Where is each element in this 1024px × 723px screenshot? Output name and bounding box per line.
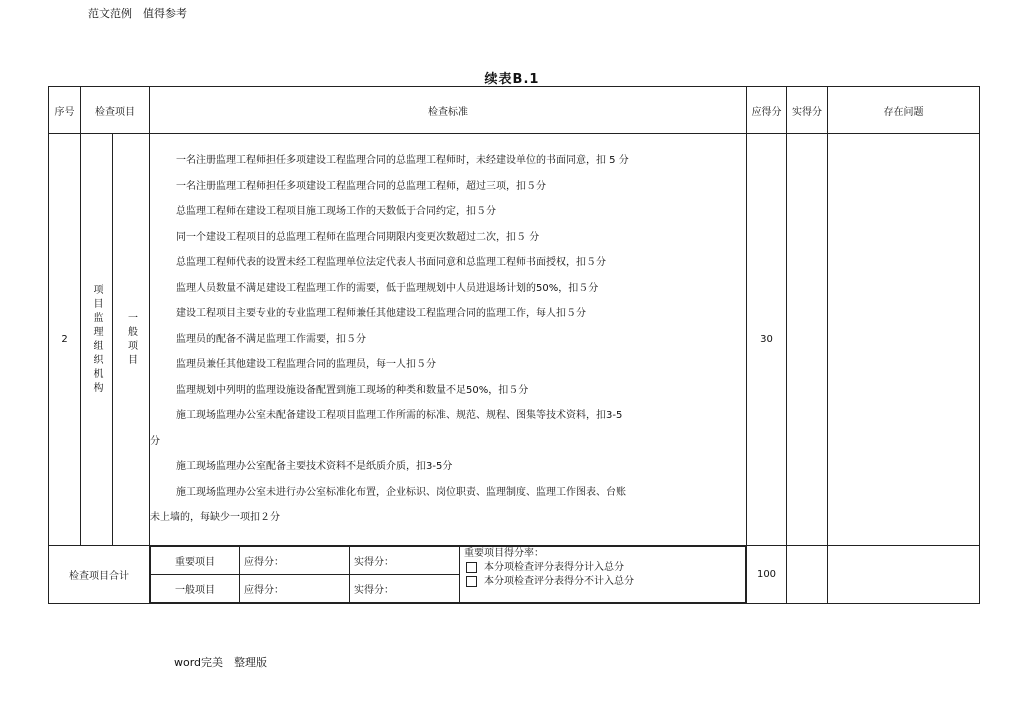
standard-item: 监理员的配备不满足监理工作需要，扣５分 [176,333,366,345]
inspection-table [48,86,980,604]
standard-item: 同一个建设工程项目的总监理工程师在监理合同期限内变更次数超过二次，扣５ 分 [176,231,540,243]
page-header: 范文范例 值得参考 [88,7,187,20]
standard-item: 总监理工程师在建设工程项目施工现场工作的天数低于合同约定，扣５分 [176,206,496,218]
table-row [49,134,980,546]
standard-item: 施工现场监理办公室配备主要技术资料不是纸质介质，扣3-5分 [176,461,453,473]
col-header-actual-score: 实得分 [787,87,828,134]
general-should-label: 应得分： [240,575,350,603]
col-header-should-score: 应得分 [747,87,787,134]
col-header-seq: 序号 [49,87,81,134]
checkbox-exclude[interactable] [466,576,477,587]
standards-cell [150,134,747,546]
standard-item: 建设工程项目主要专业的专业监理工程师兼任其他建设工程监理合同的监理工作，每人扣５分 [176,308,586,320]
summary-total-actual[interactable] [787,546,828,604]
summary-inner-table [150,546,746,603]
standard-item-continuation: 分 [150,435,160,447]
summary-detail-cell [150,546,747,604]
row-problems[interactable] [828,134,980,546]
row-seq: 2 [49,134,81,546]
header-row [49,87,980,134]
general-item-label: 一般项目 [151,575,240,603]
summary-row [49,546,980,604]
general-actual-label: 实得分： [350,575,460,603]
table-title: 续表B.1 [484,72,540,87]
summary-label: 检查项目合计 [49,546,150,604]
summary-total-should: 100 [747,546,787,604]
standard-item: 监理员兼任其他建设工程监理合同的监理员，每一人扣５分 [176,359,436,371]
checkbox-include[interactable] [466,562,477,573]
option-include[interactable] [464,561,741,575]
col-header-standard: 检查标准 [150,87,747,134]
row-item: 项目监理组织机构 [91,283,102,396]
major-actual-label: 实得分： [350,547,460,575]
standard-item: 施工现场监理办公室未进行办公室标准化布置，企业标识、岗位职责、监理制度、监理工作图表、台账 [176,486,626,498]
major-should-label: 应得分： [240,547,350,575]
row-item-cell [81,134,113,546]
row-should-score: 30 [747,134,787,546]
standard-item-continuation: 未上墙的，每缺少一项扣２分 [150,512,280,524]
standard-item: 总监理工程师代表的设置未经工程监理单位法定代表人书面同意和总监理工程师书面授权，扣５分 [176,257,606,269]
option-exclude-label: 本分项检查评分表得分不计入总分 [484,576,634,587]
option-include-label: 本分项检查评分表得分计入总分 [484,562,624,573]
summary-problems[interactable] [828,546,980,604]
col-header-problems: 存在问题 [828,87,980,134]
standard-item: 一名注册监理工程师担任多项建设工程监理合同的总监理工程师，超过三项，扣５分 [176,180,546,192]
score-rate-label: 重要项目得分率： [464,548,544,559]
standard-item: 监理人员数量不满足建设工程监理工作的需要，低于监理规划中人员进退场计划的50%，扣５分 [176,282,599,294]
standards-list [150,148,746,531]
major-item-label: 重要项目 [151,547,240,575]
page-footer: word完美 整理版 [174,656,268,669]
score-rate-cell [460,547,746,603]
standard-item: 监理规划中列明的监理设施设备配置到施工现场的种类和数量不足50%，扣５分 [176,384,529,396]
row-category-cell [113,134,150,546]
standard-item: 一名注册监理工程师担任多项建设工程监理合同的总监理工程师时，未经建设单位的书面同意，扣 5 分 [176,155,629,167]
row-category: 一般项目 [125,311,137,368]
col-header-item: 检查项目 [81,87,150,134]
row-actual-score[interactable] [787,134,828,546]
standard-item: 施工现场监理办公室未配备建设工程项目监理工作所需的标准、规范、规程、图集等技术资料，扣3-5 [176,410,623,422]
option-exclude[interactable] [464,575,741,589]
